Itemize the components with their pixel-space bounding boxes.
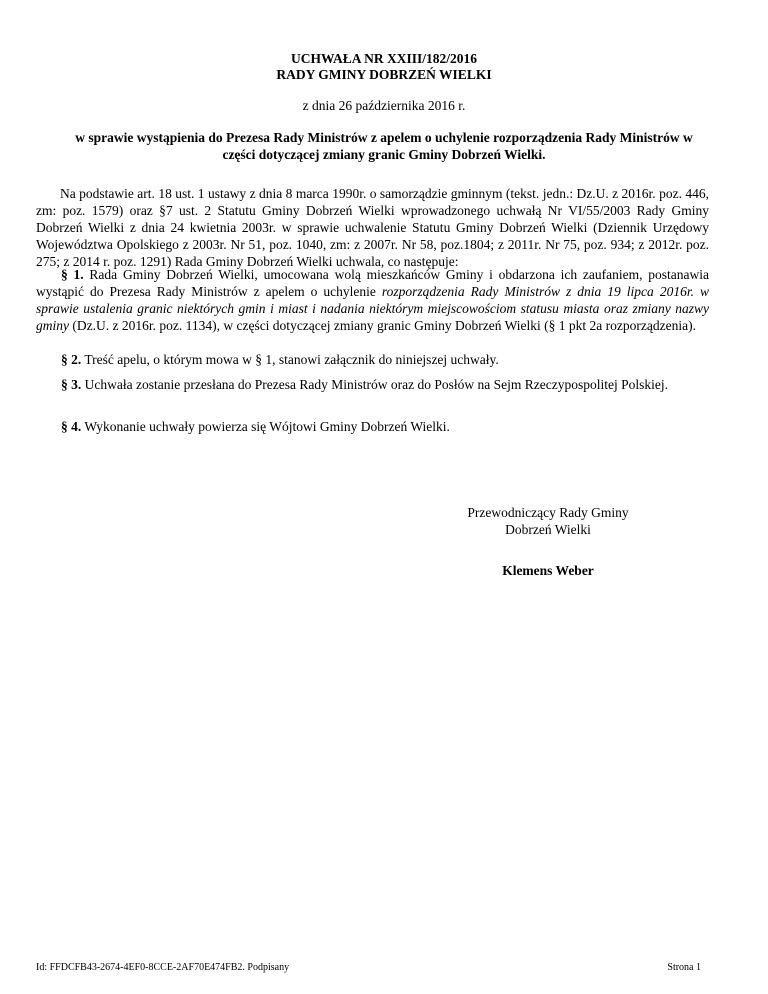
paragraph-3-sign: § 3. [61,377,82,392]
paragraph-1-regulation-title: rozporządzenia Rady Ministrów z dnia 19 lipca 2016r. w sprawie ustalenia granic niektórych gmin i miast i nadania niektórym miejscowościom statusu miasta oraz zmiany nazwy gminy [36,284,709,333]
signatory-name: Klemens Weber [502,563,594,578]
paragraph-2 [36,351,709,368]
resolution-date: z dnia 26 października 2016 r. [302,98,466,113]
paragraph-4-sign: § 4. [61,419,82,434]
document-id-footer: Id: FFDCFB43-2674-4EF0-8CCE-2AF70E474FB2. Podpisany [36,962,290,973]
paragraph-3 [36,376,709,393]
paragraph-1-sign: § 1. [61,267,84,282]
paragraph-1-text-b: (Dz.U. z 2016r. poz. 1134), w części dotyczącej zmiany granic Gminy Dobrzeń Wielki (§ 1 pkt 2a rozporządzenia). [69,318,696,333]
signatory-role-line2: Dobrzeń Wielki [505,522,591,537]
signatory-role-line1: Przewodniczący Rady Gminy [467,505,629,520]
resolution-subject: w sprawie wystąpienia do Prezesa Rady Ministrów z apelem o uchylenie rozporządzenia Rady Ministrów w części dotyczącej zmiany granic Gminy Dobrzeń Wielki. [75,130,693,162]
paragraph-1 [36,266,709,334]
paragraph-1-text-a: Rada Gminy Dobrzeń Wielki, umocowana wolą mieszkańców Gminy i obdarzona ich zaufaniem, postanawia wystąpić do Prezesa Rady Ministrów z apelem o uchylenie [36,267,709,299]
legal-basis-paragraph: Na podstawie art. 18 ust. 1 ustawy z dnia 8 marca 1990r. o samorządzie gminnym (tekst. jedn.: Dz.U. z 2016r. poz. 446, zm: poz. 1579) oraz §7 ust. 2 Statutu Gminy Dobrzeń Wielki wprowadzonego uchwałą Nr VI/55/2003 Rady Gminy Dobrzeń Wielki z dnia 24 kwietnia 2003r. w sprawie uchwalenie Statutu Gminy Dobrzeń Wielki (Dziennik Urzędowy Województwa Opolskiego z 2003r. Nr 51, poz. 1040, zm: z 2007r. Nr 58, poz.1804; z 2011r. Nr 75, poz. 934; z 2012r. poz. 275; z 2014 r. poz. 1291) Rada Gminy Dobrzeń Wielki uchwala, co następuje: [36,186,709,269]
paragraph-3-text: Uchwała zostanie przesłana do Prezesa Rady Ministrów oraz do Posłów na Sejm Rzeczypospolitej Polskiej. [81,377,668,392]
council-name-title: RADY GMINY DOBRZEŃ WIELKI [276,67,492,82]
paragraph-2-text: Treść apelu, o którym mowa w § 1, stanowi załącznik do niniejszej uchwały. [81,352,499,367]
paragraph-2-sign: § 2. [61,352,82,367]
page-number-footer: Strona 1 [667,962,701,973]
resolution-number-title: UCHWAŁA NR XXIII/182/2016 [290,51,478,66]
paragraph-4-text: Wykonanie uchwały powierza się Wójtowi Gminy Dobrzeń Wielki. [81,419,450,434]
paragraph-4 [36,418,709,435]
